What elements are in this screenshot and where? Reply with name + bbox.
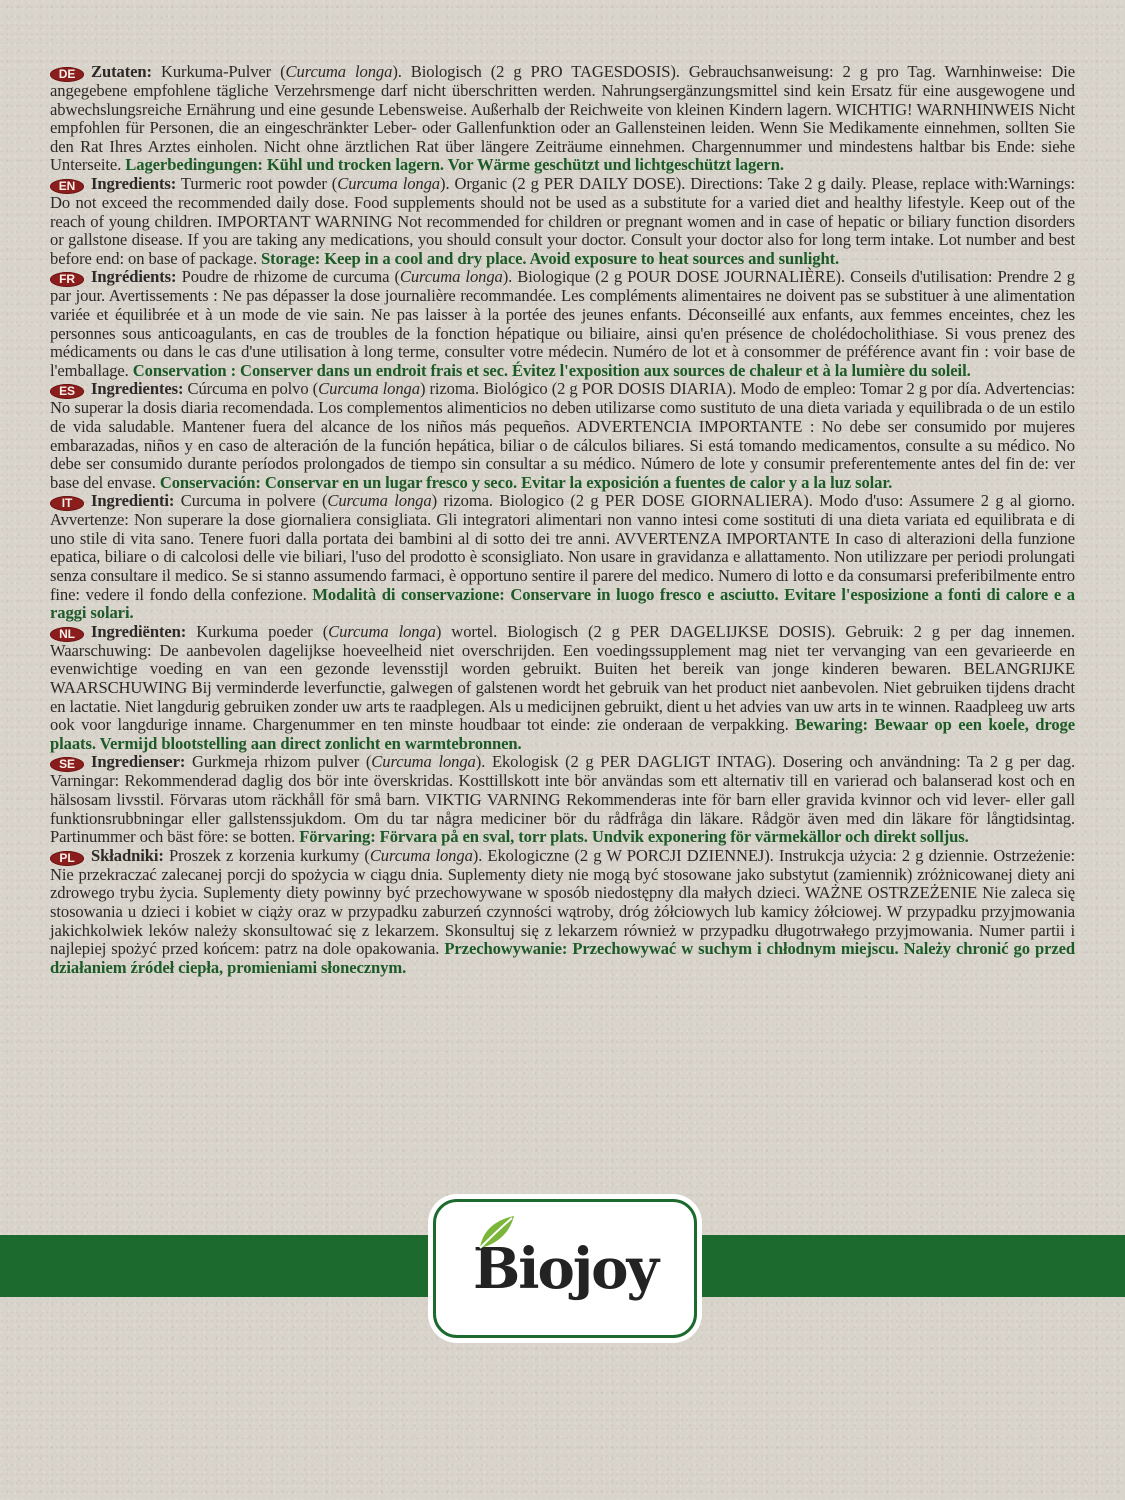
section-fr	[50, 268, 1075, 380]
latin-name-it: Curcuma longa	[327, 491, 432, 511]
section-de	[50, 63, 1075, 175]
latin-name-es: Curcuma longa	[318, 379, 420, 399]
heading-de: Zutaten:	[91, 62, 152, 81]
body-nl: ) wortel. Biologisch (2 g PER DAGELIJKSE DOSIS). Gebruik: 2 g per dag innemen. Waarschuwing: De aanbevolen dagelijkse hoeveelheid niet overschrijden. Een voedingssupplement mag niet ter vervanging van een gevarieerde en evenwichtige voeding en van een gezonde levensstijl worden gebruikt. Buiten het bereik van jonge kinderen bewaren. BELANGRIJKE WAARSCHUWING Bij verminderde leverfunctie, galwegen of galstenen wordt het gebruik van het product niet aanbevolen. Niet gebruiken tijdens dracht en lactatie. Niet langdurig gebruiken zonder uw arts te raadplegen. Als u medicijnen gebruikt, dient u het advies van uw arts in te winnen. Raadpleeg uw arts ook voor langdurige inname. Chargenummer en ten minste houdbaar tot einde: zie onderaan de verpakking.	[50, 621, 1076, 735]
heading-nl: Ingrediënten:	[91, 621, 187, 641]
intro-de: Kurkuma-Pulver (	[151, 62, 286, 81]
language-badge-en: EN	[50, 179, 84, 194]
latin-name-fr: Curcuma longa	[399, 267, 503, 287]
heading-se: Ingredienser:	[91, 752, 186, 772]
label-text-block	[50, 63, 1075, 977]
storage-pl: Przechowywanie: Przechowywać w suchym i chłodnym miejscu. Należy chronić go przed działaniem źródeł ciepła, promieniami słonecznym.	[50, 939, 1075, 977]
storage-es: Conservación: Conservar en un lugar fresco y seco. Evitar la exposición a fuentes de calor y a la luz solar.	[159, 472, 893, 492]
intro-en: Turmeric root powder (	[176, 173, 338, 193]
intro-fr: Poudre de rhizome de curcuma (	[176, 267, 400, 287]
section-se	[50, 753, 1075, 846]
latin-name-de: Curcuma longa	[285, 62, 393, 81]
latin-name-pl: Curcuma longa	[369, 845, 473, 865]
language-badge-de: DE	[50, 67, 84, 82]
body-en: ). Organic (2 g PER DAILY DOSE). Directions: Take 2 g daily. Please, replace with:Warnings: Do not exceed the recommended daily dose. Food supplements should not be used as a substitute for a varied diet and healthy lifestyle. Keep out of the reach of young children. IMPORTANT WARNING Not recommended for children or pregnant women and in case of hepatic or biliary function disorders or gallstone disease. If you are taking any medications, you should consult your doctor. Consult your doctor also for long term intake. Lot number and best before end: on base of package.	[50, 173, 1076, 268]
storage-fr: Conservation : Conserver dans un endroit frais et sec. Évitez l'exposition aux sources de chaleur et à la lumière du soleil.	[132, 360, 971, 380]
heading-fr: Ingrédients:	[91, 267, 177, 287]
leaf-icon	[476, 1212, 520, 1252]
heading-es: Ingredientes:	[91, 379, 184, 399]
section-en	[50, 175, 1075, 268]
storage-en: Storage: Keep in a cool and dry place. Avoid exposure to heat sources and sunlight.	[261, 248, 840, 268]
body-pl: ). Ekologiczne (2 g W PORCJI DZIENNEJ). Instrukcja użycia: 2 g dziennie. Ostrzeżenie: Nie przekraczać zalecanej porcji do spożycia w ciągu dnia. Suplementy diety nie mogą być stosowane jako substytut (zamiennik) zróżnicowanej diety ani zdrowego trybu życia. Suplementy diety powinny być przechowywane w sposób niedostępny dla małych dzieci. WAŻNE OSTRZEŻENIE Nie zaleca się stosowania u dzieci i kobiet w ciąży oraz w przypadku zaburzeń czynności wątroby, dróg żółciowych lub kamicy żółciowej. W przypadku przyjmowania jakichkolwiek leków należy skonsultować się z lekarzem. Skonsultuj się z lekarzem również w przypadku długotrwałego przyjmowania. Numer partii i najlepiej spożyć przed końcem: patrz na dole opakowania.	[50, 845, 1075, 959]
storage-it: Modalità di conservazione: Conservare in luogo fresco e asciutto. Evitare l'esposizione a fonti di calore e a raggi solari.	[50, 584, 1075, 623]
intro-pl: Proszek z korzenia kurkumy (	[163, 845, 370, 865]
heading-it: Ingredienti:	[91, 491, 175, 511]
language-badge-pl: PL	[50, 851, 84, 866]
latin-name-en: Curcuma longa	[337, 173, 441, 193]
storage-se: Förvaring: Förvara på en sval, torr plats. Undvik exponering för värmekällor och direkt solljus.	[299, 827, 969, 847]
language-badge-nl: NL	[50, 627, 84, 642]
intro-es: Cúrcuma en polvo (	[183, 379, 319, 399]
body-es: ) rizoma. Biológico (2 g POR DOSIS DIARIA). Modo de empleo: Tomar 2 g por día. Advertencias: No superar la dosis diaria recomendada. Los complementos alimenticios no deben utilizarse como sustituto de una dieta variada y equilibrada o de un estilo de vida saludable. Mantener fuera del alcance de los niños más pequeños. ADVERTENCIA IMPORTANTE : No debe ser consumido por mujeres embarazadas, niños y en caso de alteración de la función hepática, biliar o de cálculos biliares. Si está tomando medicamentos, consulte a su médico. No debe ser consumido durante períodos prolongados de tiempo sin consultar a su médico. Número de lote y consumir preferentemente antes del fin de: ver base del envase.	[50, 379, 1075, 492]
body-de: ). Biologisch (2 g PRO TAGESDOSIS). Gebrauchsanweisung: 2 g pro Tag. Warnhinweise: Die angegebene empfohlene tägliche Verzehrsmenge darf nicht überschritten werden. Nahrungsergänzungsmittel sind kein Ersatz für eine ausgewogene und abwechslungsreiche Ernährung und eine gesunde Lebensweise. Außerhalb der Reichweite von kleinen Kindern lagern. WICHTIG! WARNHINWEIS Nicht empfohlen für Personen, die an eingeschränkter Leber- oder Gallenfunktion oder an Gallensteinen leiden. Wenn Sie Medikamente einnehmen, sollten Sie den Rat Ihres Arztes einholen. Nicht ohne ärztlichen Rat über längere Zeiträume einnehmen. Chargennummer und mindestens haltbar bis Ende: siehe Unterseite.	[50, 62, 1075, 175]
heading-en: Ingredients:	[91, 173, 177, 193]
brand-logo	[433, 1199, 697, 1338]
language-badge-se: SE	[50, 757, 84, 772]
body-it: ) rizoma. Biologico (2 g PER DOSE GIORNALIERA). Modo d'uso: Assumere 2 g al giorno. Avvertenze: Non superare la dose giornaliera consigliata. Gli integratori alimentari non vanno intesi come sostituti di una dieta variata ed equilibrata e di uno stile di vita sano. Tenere fuori dalla portata dei bambini al di sotto dei tre anni. AVVERTENZA IMPORTANTE In caso di alterazioni della funzione epatica, biliare o di calcolosi delle vie biliari, l'uso del prodotto è sconsigliato. Non usare in gravidanza e allattamento. Non utilizzare per periodi prolungati senza consultare il medico. Se si stanno assumendo farmaci, è opportuno sentire il parere del medico. Numero di lotto e da consumarsi preferibilmente entro fine: vedere il fondo della confezione.	[50, 491, 1075, 604]
section-nl	[50, 623, 1075, 754]
storage-nl: Bewaring: Bewaar op een koele, droge plaats. Vermijd blootstelling aan direct zonlicht en warmtebronnen.	[50, 715, 1075, 753]
body-fr: ). Biologique (2 g POUR DOSE JOURNALIÈRE). Conseils d'utilisation: Prendre 2 g par jour. Avertissements : Ne pas dépasser la dose journalière recommandée. Les compléments alimentaires ne doivent pas se substituer à une alimentation variée et équilibrée et à un mode de vie sain. Ne pas laisser à la portée des jeunes enfants. Déconseillé aux enfants, aux femmes enceintes, chez les personnes sous anticoagulants, en cas de troubles de la fonction hépatique ou biliaire, ainsi qu'en présence de cholédocholithiase. Si vous prenez des médicaments ou dans le cas d'une utilisation à long terme, consulter votre médecin. Numéro de lot et à consommer de préférence avant fin : voir base de l'emballage.	[50, 267, 1075, 380]
section-it	[50, 492, 1075, 623]
heading-pl: Składniki:	[91, 845, 164, 865]
language-badge-it: IT	[50, 496, 84, 511]
section-pl	[50, 847, 1075, 978]
latin-name-se: Curcuma longa	[371, 752, 476, 772]
storage-de: Lagerbedingungen: Kühl und trocken lagern. Vor Wärme geschützt und lichtgeschützt lagern.	[125, 155, 784, 175]
language-badge-es: ES	[50, 384, 84, 399]
intro-se: Gurkmeja rhizom pulver (	[185, 752, 372, 772]
intro-it: Curcuma in polvere (	[174, 491, 328, 511]
language-badge-fr: FR	[50, 272, 84, 287]
intro-nl: Kurkuma poeder (	[186, 621, 329, 641]
brand-logo-text: Biojoy	[472, 1235, 658, 1302]
section-es	[50, 380, 1075, 492]
latin-name-nl: Curcuma longa	[328, 621, 436, 641]
body-se: ). Ekologisk (2 g PER DAGLIGT INTAG). Dosering och användning: Ta 2 g per dag. Varningar: Rekommenderad daglig dos bör inte överskridas. Kosttillskott inte bör användas som ett alternativ till en varierad och balanserad kost och en hälsosam livsstil. Förvaras utom räckhåll för små barn. VIKTIG VARNING Rekommenderas inte för barn eller gravida kvinnor och vid lever- eller gall funktionsrubbningar eller gallstenssjukdom. Om du tar några mediciner bör du rådfråga din läkare. Rådgör även med din läkare för långtidsintag. Partinummer och bäst före: se botten.	[50, 752, 1076, 847]
